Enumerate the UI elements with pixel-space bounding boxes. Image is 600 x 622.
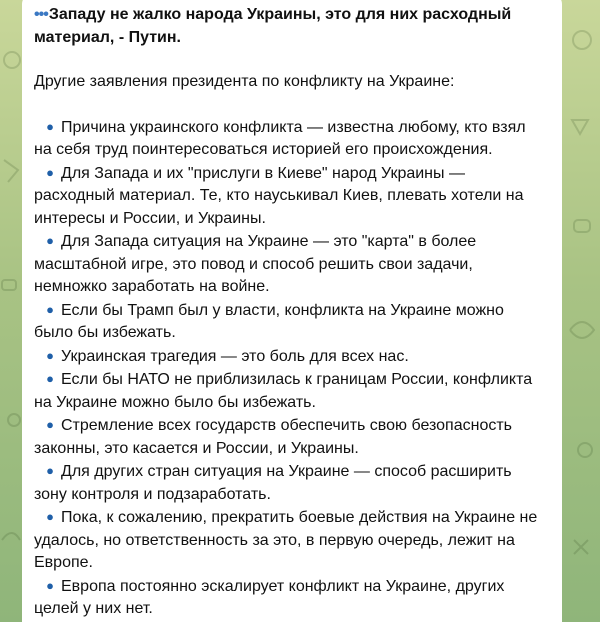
bullet-dot-icon: ● bbox=[46, 509, 54, 524]
list-item bbox=[34, 162, 546, 231]
bullet-dot-icon: ● bbox=[46, 417, 54, 432]
bullet-dot-icon: ● bbox=[46, 301, 54, 317]
statement-text: Стремление всех государств обеспечить свою безопасность законны, это касается и России, и Украины. bbox=[34, 417, 513, 457]
bullet-dot-icon: ● bbox=[46, 371, 54, 386]
list-item bbox=[34, 299, 546, 345]
statement-text: Европа постоянно эскалирует конфликт на Украине, других целей у них нет. bbox=[34, 577, 505, 617]
headline-text: Западу не жалко народа Украины, это для них расходный материал, - Путин. bbox=[34, 6, 512, 46]
statement-text: Для Запада ситуация на Украине — это "карта" в более масштабной игре, это повод и способ решить свои задачи, немножко заработать на войне. bbox=[34, 233, 477, 295]
message-bubble bbox=[22, 0, 562, 622]
statement-text: Для других стран ситуация на Украине — способ расширить зону контроля и подзаработать. bbox=[34, 463, 512, 503]
bullet-dot-icon: ● bbox=[46, 118, 54, 134]
statement-text: Для Запада и их "прислуги в Киеве" народ Украины — расходный материал. Те, кто науськивал Киев, плевать хотели на интересы и России, и Украины. bbox=[34, 164, 524, 227]
list-item bbox=[34, 230, 546, 299]
list-item bbox=[34, 460, 546, 506]
statement-text: Украинская трагедия — это боль для всех нас. bbox=[61, 347, 409, 365]
bullet-dot-icon: ● bbox=[46, 233, 54, 248]
bullet-dot-icon: ● bbox=[46, 577, 54, 593]
list-item bbox=[34, 414, 546, 460]
list-item bbox=[34, 368, 546, 414]
list-item bbox=[34, 575, 546, 621]
message-headline bbox=[34, 4, 546, 49]
list-item bbox=[34, 116, 546, 162]
statement-text: Если бы Трамп был у власти, конфликта на Украине можно было бы избежать. bbox=[34, 301, 504, 341]
list-item bbox=[34, 506, 546, 575]
bullet-dot-icon: ● bbox=[46, 463, 54, 478]
statement-text: Причина украинского конфликта — известна любому, кто взял на себя труд поинтересоваться историей его происхождения. bbox=[34, 118, 526, 158]
list-item bbox=[34, 345, 546, 369]
bullet-dot-icon: ● bbox=[46, 347, 54, 363]
statement-list bbox=[34, 116, 546, 621]
bullet-dot-icon: ● bbox=[46, 164, 54, 180]
message-intro: Другие заявления президента по конфликту на Украине: bbox=[34, 73, 455, 90]
statement-text: Если бы НАТО не приблизилась к границам России, конфликта на Украине можно было бы избежать. bbox=[34, 371, 533, 411]
statement-text: Пока, к сожалению, прекратить боевые действия на Украине не удалось, но ответственность за это, в первую очередь, лежит на Европе. bbox=[34, 509, 538, 571]
ellipsis-icon: ••• bbox=[34, 6, 48, 23]
